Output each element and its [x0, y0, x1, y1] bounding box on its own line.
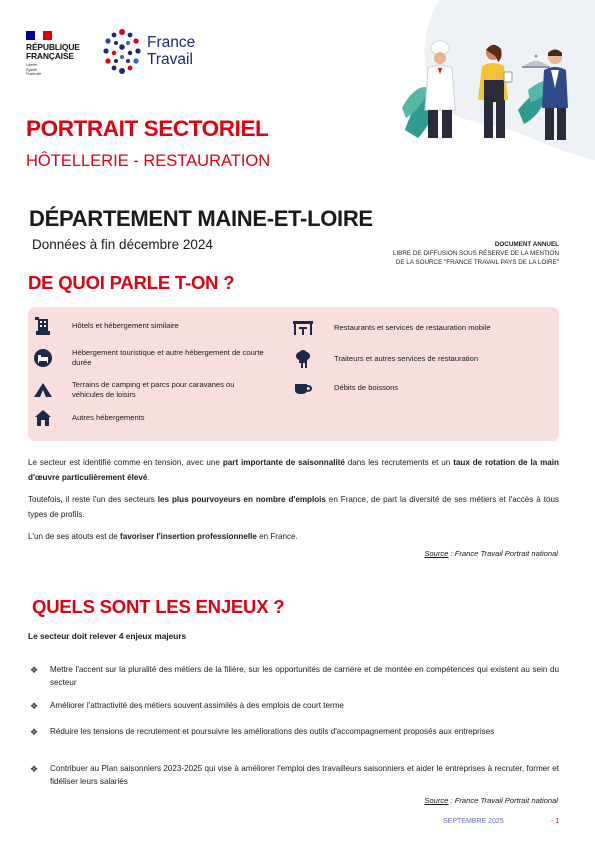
document-note: DOCUMENT ANNUEL LIBRE DE DIFFUSION SOUS RÉSERVE DE LA MENTION DE LA SOURCE "FRANCE TRAVAIL PAYS DE LA LOIRE" [392, 241, 559, 266]
enjeu-text: Contribuer au Plan saisonniers 2023-2025 qui vise à améliorer l'emploi des travailleurs saisonniers et aider le entreprises à recruter, former et fidéliser leurs salariés [50, 764, 559, 786]
enjeu-item [30, 763, 559, 788]
enjeu-text: Améliorer l'attractivité des métiers souvent assimilés à des emplois de court terme [50, 701, 344, 710]
activity-item [292, 348, 552, 370]
chef-hat-icon [292, 348, 314, 370]
enjeu-item [30, 664, 559, 689]
activity-item [292, 377, 552, 399]
activity-item [32, 347, 272, 369]
enjeu-text: Mettre l'accent sur la pluralité des métiers de la filière, sur les opportunités de carrière et de montée en compétences qui existent au sein du secteur [50, 665, 559, 687]
activity-label: Débits de boissons [334, 383, 399, 392]
paragraph-insertion: L'un de ses atouts est de favoriser l'insertion professionnelle en France. [28, 532, 298, 541]
hotel-building-icon [32, 315, 54, 337]
republique-line1: RÉPUBLIQUE [26, 42, 80, 52]
footer-date: SEPTEMBRE 2025 [443, 818, 504, 825]
paragraph-tension: Le secteur est identifié comme en tension, avec une part importante de saisonnalité dans les recrutements et un taux de rotation de la main d'œuvre particulièrement élevé. [28, 458, 559, 482]
page-number: - 1 [551, 818, 560, 825]
republique-motto: Liberté Égalité Fraternité [26, 63, 42, 76]
france-travail-mark-icon [103, 27, 141, 75]
activity-label: Autres hébergements [72, 413, 145, 422]
activities-box [28, 307, 559, 441]
french-flag-icon [26, 31, 52, 40]
diamond-bullet-icon: ❖ [30, 701, 39, 711]
source-note: Source : France Travail Portrait national [424, 796, 558, 805]
enjeu-item [30, 700, 559, 713]
tent-icon [32, 379, 54, 401]
paragraph-pourvoyeur: Toutefois, il reste l'un des secteurs les plus pourvoyeurs en nombre d'emplois en France, de part la diversité de ses métiers et l'accès à tous types de profils. [28, 495, 559, 519]
activity-label: Hôtels et hébergement similaire [72, 321, 179, 330]
activity-item [32, 379, 272, 401]
data-date: Données à fin décembre 2024 [32, 237, 213, 252]
republique-francaise-logo [26, 31, 96, 77]
activity-label: Terrains de camping et parcs pour caravanes ou véhicules de loisirs [72, 380, 235, 399]
sector-subtitle: HÔTELLERIE - RESTAURATION [26, 152, 271, 170]
enjeu-item [30, 726, 559, 739]
coffee-cup-icon [292, 377, 314, 399]
diamond-bullet-icon: ❖ [30, 764, 39, 774]
activity-item [32, 407, 272, 429]
activity-label: Hébergement touristique et autre hébergement de courte durée [72, 348, 264, 367]
france-travail-wordmark: France Travail [147, 34, 196, 68]
enjeu-text: Réduire les tensions de recrutement et poursuivre les améliorations des outils d'accompagnement proposés aux entreprises [50, 727, 495, 736]
department-title: DÉPARTEMENT MAINE-ET-LOIRE [29, 206, 373, 231]
house-icon [32, 407, 54, 429]
section-heading-quoi: DE QUOI PARLE T-ON ? [28, 272, 235, 293]
hospitality-staff-illustration [400, 0, 595, 160]
enjeux-intro: Le secteur doit relever 4 enjeux majeurs [28, 631, 187, 641]
activity-label: Traiteurs et autres services de restauration [334, 354, 479, 363]
france-travail-logo [103, 27, 195, 75]
activity-label: Restaurants et services de restauration mobile [334, 323, 491, 332]
source-note: Source : France Travail Portrait national [424, 549, 558, 558]
republique-line2: FRANÇAISE [26, 51, 74, 61]
bed-icon [32, 347, 54, 369]
diamond-bullet-icon: ❖ [30, 727, 39, 737]
section-heading-enjeux: QUELS SONT LES ENJEUX ? [32, 596, 285, 617]
page-title: PORTRAIT SECTORIEL [26, 116, 269, 141]
diamond-bullet-icon: ❖ [30, 665, 39, 675]
activity-item [292, 317, 552, 339]
restaurant-storefront-icon [292, 317, 314, 339]
activity-item [32, 315, 272, 337]
